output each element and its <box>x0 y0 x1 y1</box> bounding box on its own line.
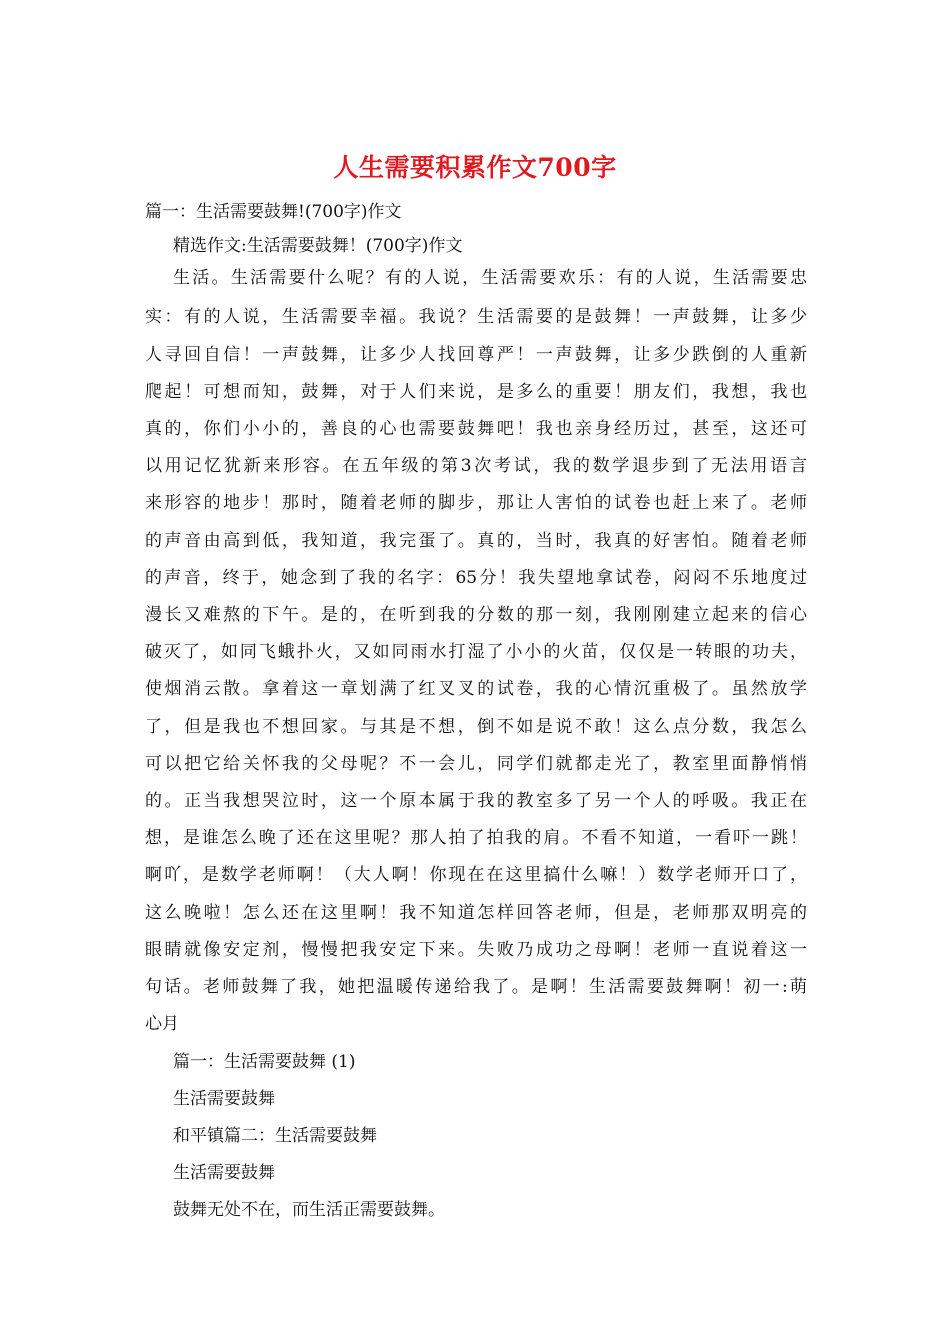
body-line: 使烟消云散。拿着这一章划满了红叉叉的试卷，我的心情沉重极了。虽然放学 <box>145 679 807 699</box>
body-line: 心月 <box>145 1014 179 1034</box>
body-line: 想，是谁怎么晚了还在这里呢？那人拍了拍我的肩。不看不知道，一看吓一跳！ <box>145 828 807 848</box>
tail-line: 和平镇篇二：生活需要鼓舞 <box>173 1126 377 1146</box>
body-line: 漫长又难熬的下午。是的，在听到我的分数的那一刻，我刚刚建立起来的信心 <box>145 605 807 625</box>
body-line: 的声音由高到低，我知道，我完蛋了。真的，当时，我真的好害怕。随着老师 <box>145 531 807 551</box>
tail-line: 鼓舞无处不在，而生活正需要鼓舞。 <box>173 1200 445 1220</box>
body-line: 来形容的地步！那时，随着老师的脚步，那让人害怕的试卷也赶上来了。老师 <box>145 493 807 513</box>
tail-line: 生活需要鼓舞 <box>173 1163 275 1183</box>
body-line: 以用记忆犹新来形容。在五年级的第3次考试，我的数学退步到了无法用语言 <box>145 456 807 476</box>
body-line: 爬起！可想而知，鼓舞，对于人们来说，是多么的重要！朋友们，我想，我也 <box>145 382 807 402</box>
body-line: 人寻回自信！一声鼓舞，让多少人找回尊严！一声鼓舞，让多少跌倒的人重新 <box>145 345 807 365</box>
body-line: 的声音，终于，她念到了我的名字：65分！我失望地拿试卷，闷闷不乐地度过 <box>145 568 807 588</box>
body-line: 破灭了，如同飞蛾扑火，又如同雨水打湿了小小的火苗，仅仅是一转眼的功夫， <box>145 642 807 662</box>
body-line: 啊吖，是数学老师啊！（大人啊！你现在在这里搞什么嘛！）数学老师开口了， <box>145 865 807 885</box>
subheading-line: 精选作文:生活需要鼓舞！(700字)作文 <box>173 236 463 256</box>
body-line: 句话。老师鼓舞了我，她把温暖传递给我了。是啊！生活需要鼓舞啊！初一:萌 <box>145 977 807 997</box>
body-line: 生活。生活需要什么呢？有的人说，生活需要欢乐：有的人说，生活需要忠 <box>173 268 807 288</box>
body-line: 的。正当我想哭泣时，这一个原本属于我的教室多了另一个人的呼吸。我正在 <box>145 791 807 811</box>
document-title: 人生需要积累作文700字 <box>333 153 617 182</box>
body-line: 实：有的人说，生活需要幸福。我说？生活需要的是鼓舞！一声鼓舞，让多少 <box>145 307 807 327</box>
body-line: 这么晚啦！怎么还在这里啊！我不知道怎样回答老师，但是，老师那双明亮的 <box>145 903 807 923</box>
body-line: 了，但是我也不想回家。与其是不想，倒不如是说不敢！这么点分数，我怎么 <box>145 717 807 737</box>
heading-line: 篇一：生活需要鼓舞!(700字)作文 <box>145 202 402 222</box>
body-line: 眼睛就像安定剂，慢慢把我安定下来。失败乃成功之母啊！老师一直说着这一 <box>145 940 807 960</box>
body-line: 真的，你们小小的，善良的心也需要鼓舞吧！我也亲身经历过，甚至，这还可 <box>145 419 807 439</box>
tail-line: 篇一：生活需要鼓舞 (1) <box>173 1052 356 1072</box>
tail-line: 生活需要鼓舞 <box>173 1089 275 1109</box>
body-line: 可以把它给关怀我的父母呢？不一会儿，同学们就都走光了，教室里面静悄悄 <box>145 754 807 774</box>
